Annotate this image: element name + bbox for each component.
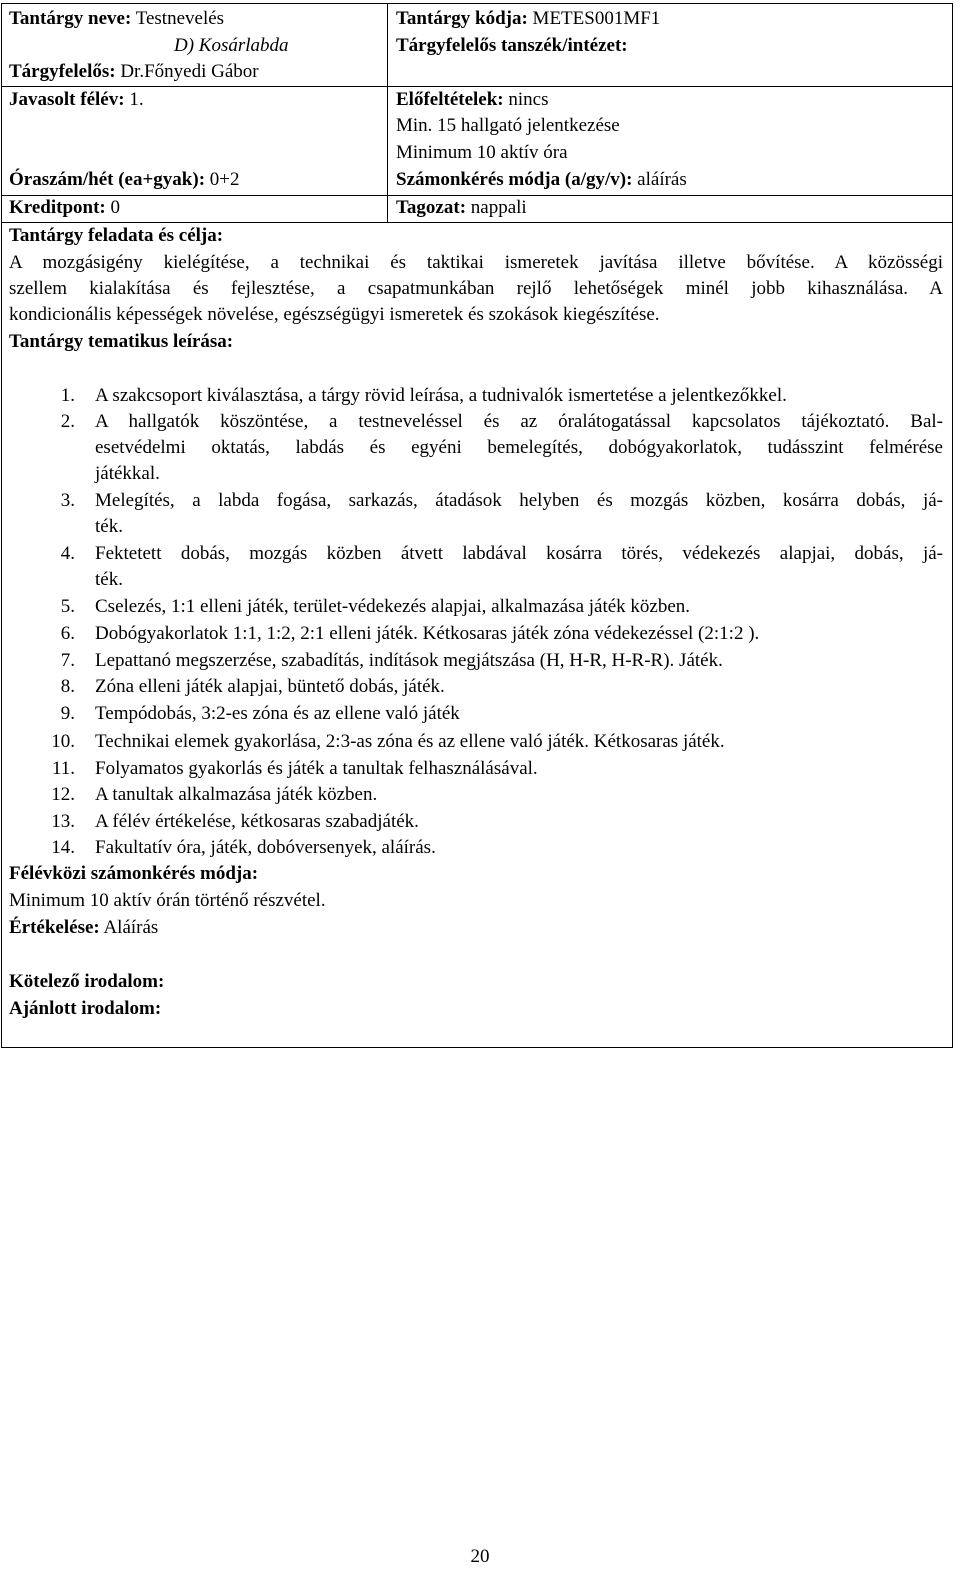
responsible-department: Tárgyfelelős tanszék/intézet: — [396, 35, 628, 56]
evaluation: Értékelése: Aláírás — [9, 917, 159, 938]
topic-line: ték. — [95, 569, 123, 590]
topic-line: Lepattanó megszerzése, szabadítás, indítások megjátszása (H, H-R, H-R-R). Játék. — [95, 650, 723, 671]
goal-line-1: A mozgásigény kielégítése, a technikai és taktikai ismeretek javítása illetve bővítése. A közösségi — [9, 252, 943, 273]
suggested-semester: Javasolt félév: 1. — [9, 89, 144, 110]
topic-line: Tempódobás, 3:2-es zóna és az ellene való játék — [95, 703, 460, 724]
topic-line: ték. — [95, 516, 123, 537]
topic-line: játékkal. — [95, 463, 160, 484]
topic-line: A tanultak alkalmazása játék közben. — [95, 784, 378, 805]
midterm-text: Minimum 10 aktív órán történő részvétel. — [9, 890, 326, 911]
topic-number: 14. — [51, 837, 75, 858]
topic-line: A félév értékelése, kétkosaras szabadjáték. — [95, 811, 419, 832]
goal-line-2: szellem kialakítása és fejlesztése, a csapatmunkában rejlő lehetőségek minél jobb kihasználása. A — [9, 278, 943, 299]
topic-number: 7. — [60, 650, 75, 671]
credit-points: Kreditpont: 0 — [9, 197, 121, 218]
subject-code: Tantárgy kódja: METES001MF1 — [396, 8, 661, 29]
prerequisite-note-2: Minimum 10 aktív óra — [396, 142, 568, 163]
topic-line: Technikai elemek gyakorlása, 2:3-as zóna és az ellene való játék. Kétkosaras játék. — [95, 731, 725, 752]
responsible-person: Tárgyfelelős: Dr.Főnyedi Gábor — [9, 61, 259, 82]
topic-line: Cselezés, 1:1 elleni játék, terület-védekezés alapjai, alkalmazása játék közben. — [95, 596, 691, 617]
subject-subtitle: D) Kosárlabda — [174, 35, 289, 56]
topic-line: esetvédelmi oktatás, labdás és egyéni bemelegítés, dobógyakorlatok, tudásszint felmérése — [95, 437, 943, 458]
goal-heading: Tantárgy feladata és célja: — [9, 225, 224, 246]
topic-line: Fakultatív óra, játék, dobóversenyek, aláírás. — [95, 837, 436, 858]
weekly-hours: Óraszám/hét (ea+gyak): 0+2 — [9, 169, 240, 190]
study-mode: Tagozat: nappali — [396, 197, 527, 218]
midterm-heading: Félévközi számonkérés módja: — [9, 863, 259, 884]
prerequisite-note-1: Min. 15 hallgató jelentkezése — [396, 115, 620, 136]
topic-line: Fektetett dobás, mozgás közben átvett labdával kosárra törés, védekezés alapjai, dobás, já- — [95, 543, 943, 564]
topic-number: 4. — [60, 543, 75, 564]
topic-number: 6. — [60, 623, 75, 644]
subject-name: Tantárgy neve: Testnevelés — [9, 8, 225, 29]
topic-number: 1. — [60, 385, 75, 406]
topic-number: 9. — [60, 703, 75, 724]
topics-heading: Tantárgy tematikus leírása: — [9, 331, 234, 352]
topic-line: A hallgatók köszöntése, a testneveléssel és az óralátogatással kapcsolatos tájékoztató. Bal- — [95, 411, 943, 432]
topic-line: Melegítés, a labda fogása, sarkazás, átadások helyben és mozgás közben, kosárra dobás, já- — [95, 490, 943, 511]
prerequisites: Előfeltételek: nincs — [396, 89, 549, 110]
topic-number: 12. — [51, 784, 75, 805]
topic-number: 5. — [60, 596, 75, 617]
topic-line: Dobógyakorlatok 1:1, 1:2, 2:1 elleni játék. Kétkosaras játék zóna védekezéssel (2:1:2 ). — [95, 623, 760, 644]
topic-line: Folyamatos gyakorlás és játék a tanultak felhasználásával. — [95, 758, 538, 779]
topic-line: A szakcsoport kiválasztása, a tárgy rövid leírása, a tudnivalók ismertetése a jelentkezőkkel. — [95, 385, 787, 406]
required-literature-label: Kötelező irodalom: — [9, 971, 165, 992]
goal-line-3: kondicionális képességek növelése, egészségügyi ismeretek és szokások kiegészítése. — [9, 304, 660, 325]
topic-number: 3. — [60, 490, 75, 511]
exam-type: Számonkérés módja (a/gy/v): aláírás — [396, 169, 687, 190]
page-number: 20 — [470, 1546, 490, 1567]
header-column-divider — [387, 3, 388, 223]
topic-number: 11. — [51, 758, 75, 779]
topic-number: 8. — [60, 676, 75, 697]
topic-number: 13. — [51, 811, 75, 832]
topic-line: Zóna elleni játék alapjai, büntető dobás, játék. — [95, 676, 445, 697]
topic-number: 10. — [51, 731, 75, 752]
recommended-literature-label: Ajánlott irodalom: — [9, 998, 162, 1019]
topic-number: 2. — [60, 411, 75, 432]
